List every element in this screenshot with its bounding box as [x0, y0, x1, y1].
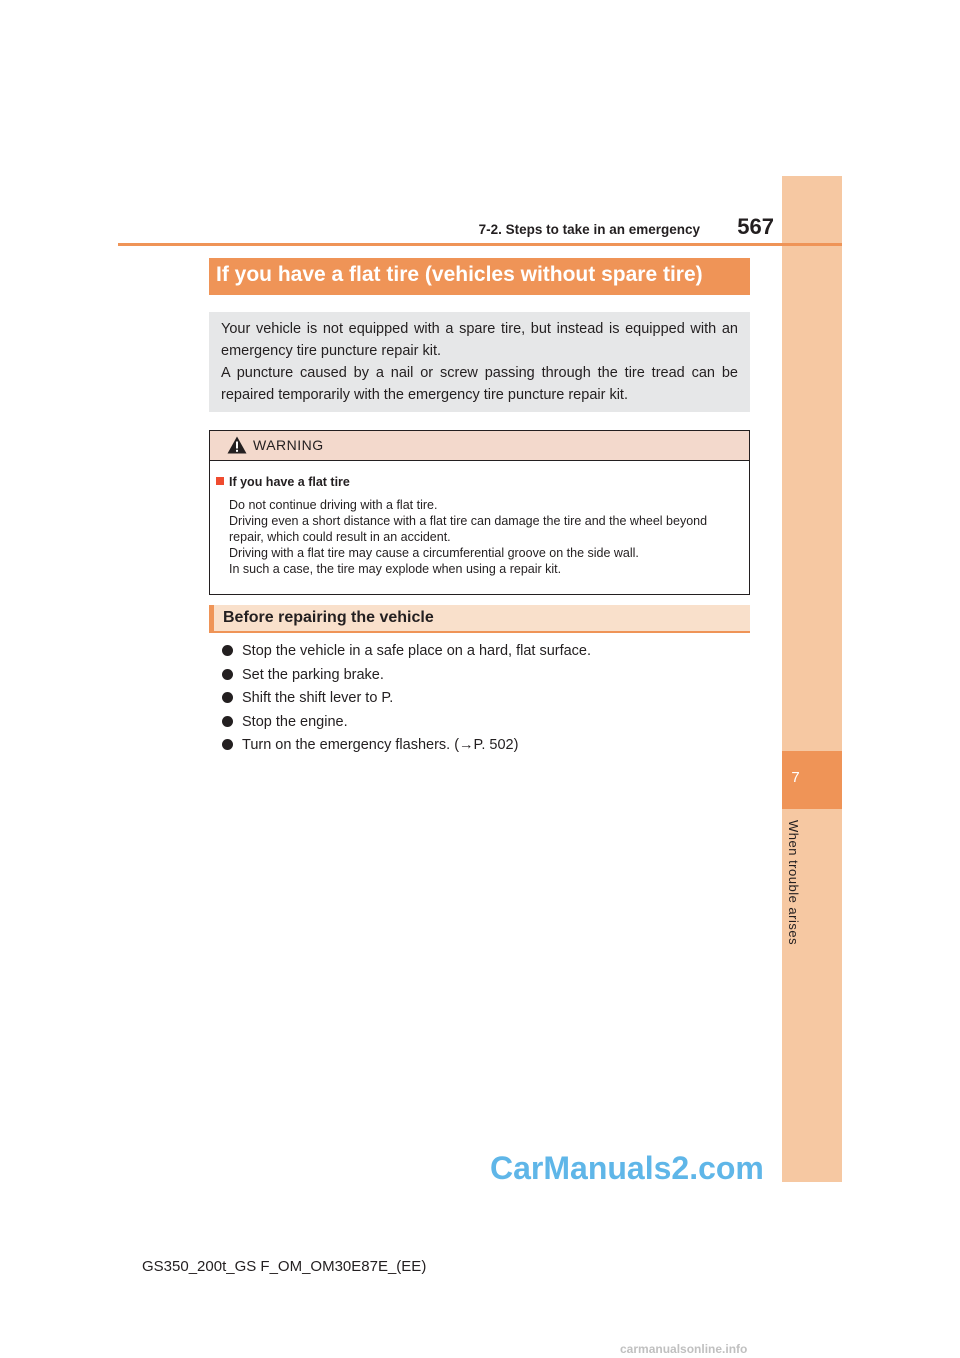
step-text: Stop the vehicle in a safe place on a hard, flat surface. — [242, 643, 592, 659]
page-number: 567 — [737, 214, 774, 239]
warning-body — [229, 497, 744, 577]
list-item — [222, 640, 591, 664]
warning-line: Driving even a short distance with a flat tire can damage the tire and the wheel beyond repair, which could result in an accident. — [229, 514, 708, 544]
warning-triangle-icon — [227, 436, 247, 454]
bullet-icon — [222, 692, 233, 703]
chapter-number-tab — [782, 751, 842, 809]
warning-box — [209, 430, 750, 595]
square-bullet-icon — [216, 477, 224, 485]
subsection-title: Before repairing the vehicle — [223, 609, 434, 626]
intro-paragraph-2: A puncture caused by a nail or screw passing through the tire tread can be repaired temporarily with the emergency tire puncture repair kit. — [221, 365, 738, 403]
chapter-number: 7 — [791, 769, 800, 786]
list-item — [222, 687, 591, 711]
step-text: Shift the shift lever to P. — [242, 690, 394, 706]
watermark: CarManuals2.com — [490, 1150, 764, 1186]
list-item — [222, 734, 591, 758]
header-rule — [118, 243, 842, 246]
warning-line: Do not continue driving with a flat tire. — [229, 498, 438, 512]
page-title-bar — [209, 258, 750, 295]
chapter-label: When trouble arises — [786, 820, 801, 946]
step-text: Turn on the emergency flashers. (→P. 502) — [242, 737, 519, 753]
chapter-side-tab — [782, 176, 842, 1182]
bullet-icon — [222, 716, 233, 727]
page-title: If you have a flat tire (vehicles without spare tire) — [216, 263, 703, 286]
list-item — [222, 711, 591, 735]
warning-subheading-text: If you have a flat tire — [229, 475, 350, 489]
intro-box — [209, 312, 750, 412]
section-heading: 7-2. Steps to take in an emergency — [478, 222, 700, 237]
step-text: Stop the engine. — [242, 713, 348, 730]
document-code: GS350_200t_GS F_OM_OM30E87E_(EE) — [142, 1258, 427, 1275]
subsection-accent — [209, 605, 214, 631]
warning-header — [210, 431, 749, 461]
subsection-header — [209, 605, 750, 633]
bullet-icon — [222, 669, 233, 680]
warning-line: In such a case, the tire may explode when using a repair kit. — [229, 562, 562, 576]
steps-list — [222, 640, 591, 758]
bullet-icon — [222, 739, 233, 750]
warning-label: WARNING — [253, 437, 324, 453]
footer-site: carmanualsonline.info — [620, 1342, 748, 1356]
list-item — [222, 664, 591, 688]
bullet-icon — [222, 645, 233, 656]
warning-line: Driving with a flat tire may cause a circumferential groove on the side wall. — [229, 546, 639, 560]
warning-subheading — [216, 475, 350, 489]
intro-paragraph-1: Your vehicle is not equipped with a spare tire, but instead is equipped with an emergency tire puncture repair kit. — [221, 321, 738, 359]
step-text: Set the parking brake. — [242, 666, 384, 683]
